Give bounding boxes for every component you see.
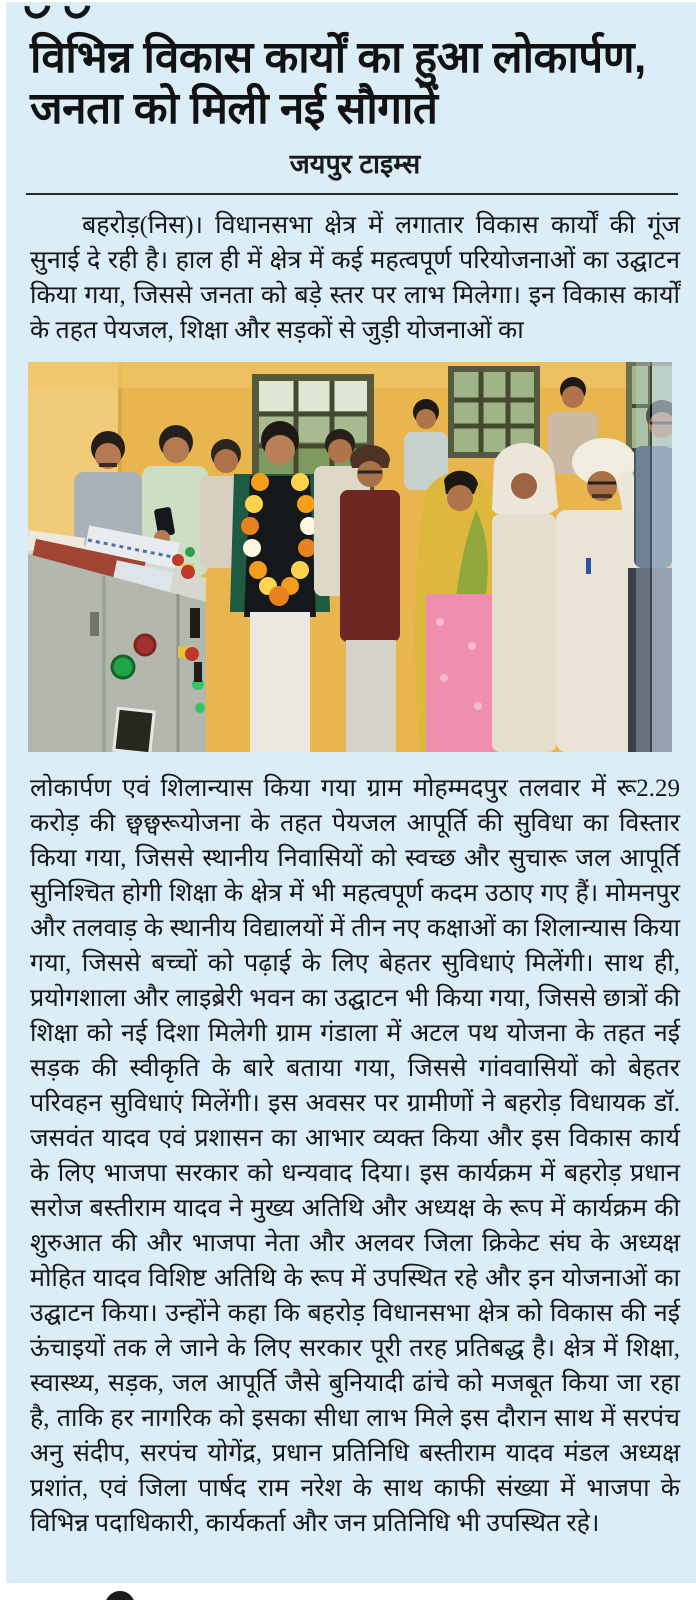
headline: विभिन्न विकास कार्यों का हुआ लोकार्पण, जनता को मिली नई सौगातें bbox=[30, 33, 646, 133]
inauguration-group-photo-illustration bbox=[28, 362, 672, 752]
lead-paragraph: बहरोड़(निस)। विधानसभा क्षेत्र में लगातार विकास कार्यों की गूंज सुनाई दे रही है। हाल ही में क्षेत्र में कई महत्वपूर्ण परियोजनाओं का उद्घाटन किया गया, जिससे जनता को बड़े स्तर पर लाभ मिलेगा। इन विकास कार्यों के तहत पेयजल, शिक्षा और सड़कों से जुड़ी योजनाओं का bbox=[30, 212, 680, 344]
cropped-glyph-arc bbox=[19, 0, 55, 24]
byline: जयपुर टाइम्स bbox=[289, 149, 421, 179]
article-panel bbox=[6, 2, 696, 1583]
photo-light-streak bbox=[636, 362, 672, 752]
body-paragraph: लोकार्पण एवं शिलान्यास किया गया ग्राम मोहम्मदपुर तलवार में रू2.29 करोड़ की छ्वछ्वरूयोजना के तहत पेयजल आपूर्ति की सुविधा का विस्तार किया गया, जिससे स्थानीय निवासियों को स्वच्छ और सुचारू जल आपूर्ति सुनिश्चित होगी शिक्षा के क्षेत्र में भी महत्वपूर्ण कदम उठाए गए हैं। मोमनपुर और तलवाड़ के स्थानीय विद्यालयों में तीन नए कक्षाओं का शिलान्यास किया गया, जिससे बच्चों को पढ़ाई के लिए बेहतर सुविधाएं मिलेंगी। साथ ही, प्रयोगशाला और लाइब्रेरी भवन का उद्घाटन भी किया गया, जिससे छात्रों की शिक्षा को नई दिशा मिलेगी ग्राम गंडाला में अटल पथ योजना के तहत नई सड़क की स्वीकृति के बारे बताया गया, जिससे गांववासियों को बेहतर परिवहन सुविधाएं मिलेंगी। इस अवसर पर ग्रामीणों ने बहरोड़ विधायक डॉ. जसवंत यादव एवं प्रशासन का आभार व्यक्त किया और इस विकास कार्य के लिए भाजपा सरकार को धन्यवाद दिया। इस कार्यक्रम में बहरोड़ प्रधान सरोज बस्तीराम यादव ने मुख्य अतिथि और अध्यक्ष के रूप में कार्यक्रम की शुरुआत की और भाजपा नेता और अलवर जिला क्रिकेट संघ के अध्यक्ष मोहित यादव विशिष्ट अतिथि के रूप में उपस्थित रहे और इन योजनाओं का उद्घाटन किया। उन्होंने कहा कि बहरोड़ विधानसभा क्षेत्र को विकास की नई ऊंचाइयों तक ले जाने के लिए सरकार पूरी तरह प्रतिबद्ध है। क्षेत्र में शिक्षा, स्वास्थ्य, सड़क, जल आपूर्ति जैसे बुनियादी ढांचे को मजबूत किया जा रहा है, ताकि हर नागरिक को इसका सीधा लाभ मिले इस दौरान साथ में सरपंच अनु संदीप, सरपंच योगेंद्र, प्रधान प्रतिनिधि बस्तीराम यादव मंडल अध्यक्ष प्रशांत, एवं जिला पार्षद राम नरेश के साथ काफी संख्या में भाजपा के विभिन्न पदाधिकारी, कार्यकर्ता और जन प्रतिनिधि भी उपस्थित रहे। bbox=[30, 775, 680, 1537]
headline-divider bbox=[26, 193, 678, 195]
photo-person-elderly-white-hood bbox=[492, 443, 558, 752]
cropped-glyph-arc bbox=[59, 0, 95, 24]
article-photo bbox=[28, 362, 672, 752]
photo-person-maroon-vest-cap bbox=[340, 445, 400, 752]
photo-person-woman-pink-dupatta bbox=[415, 471, 506, 752]
cut-off-circle-element bbox=[105, 1591, 135, 1600]
cropped-glyph-fragment bbox=[24, 0, 100, 23]
photo-control-panel-cabinet bbox=[28, 525, 206, 752]
